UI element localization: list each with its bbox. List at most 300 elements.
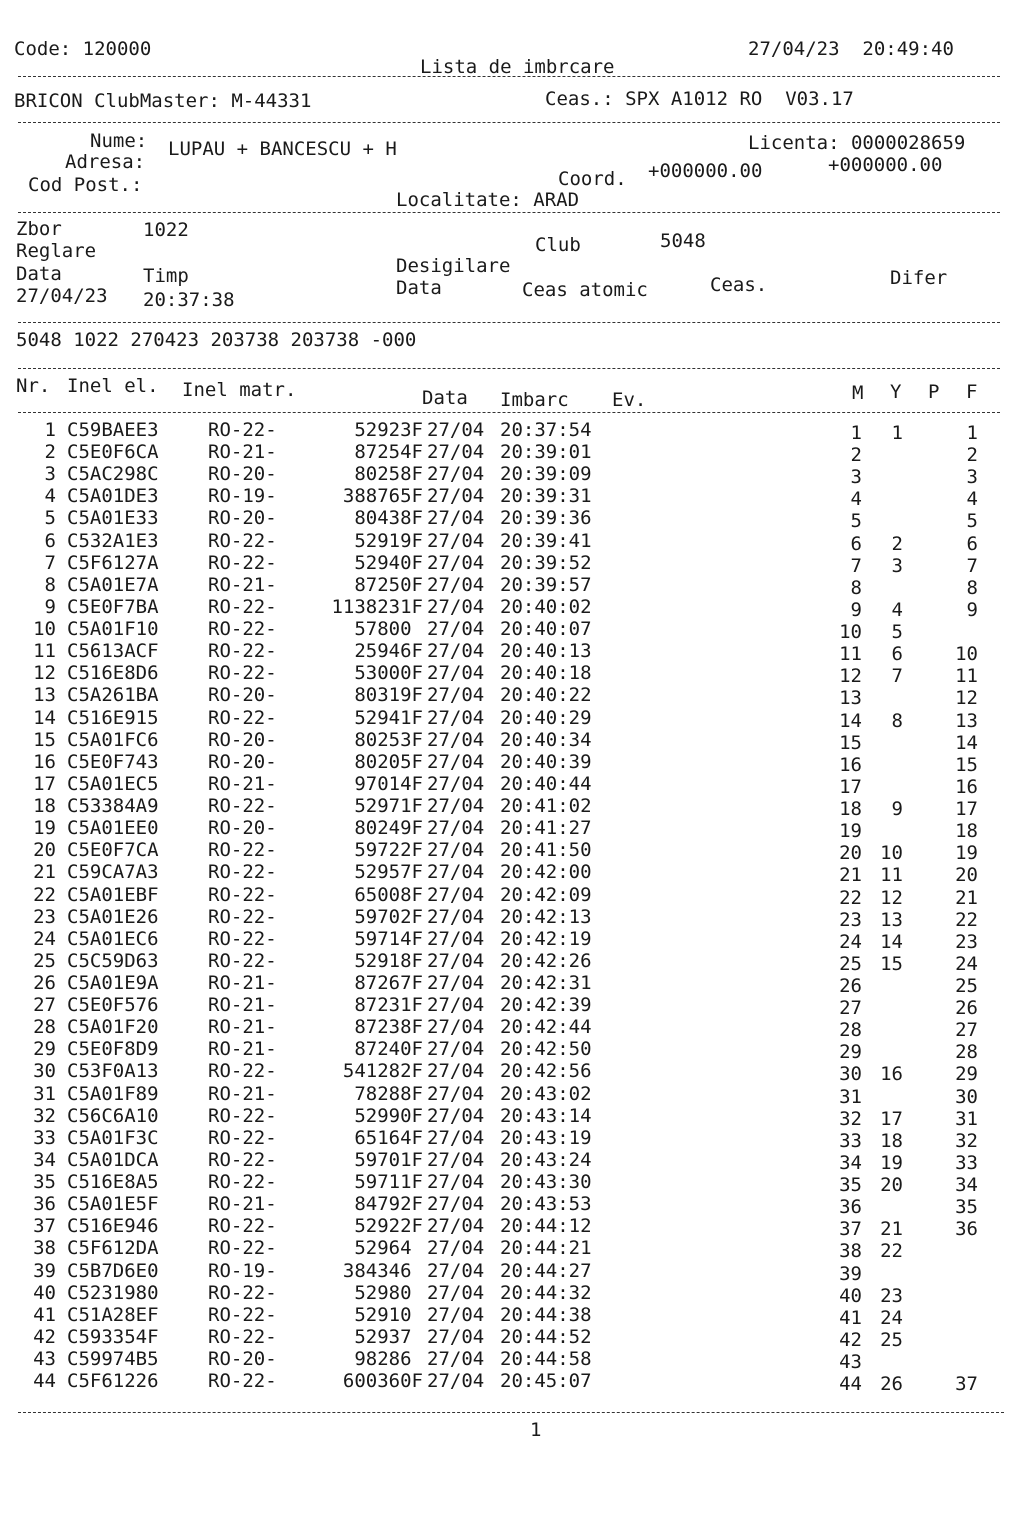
document-title: Lista de imbrcare	[420, 56, 615, 78]
electronic-ring: C5A01E7A	[67, 574, 159, 596]
ring-prefix: RO-20-	[208, 684, 277, 706]
col-m-value: 29	[839, 1041, 862, 1063]
basketing-time: 20:39:36	[500, 507, 592, 529]
ring-prefix: RO-22-	[208, 1060, 277, 1082]
ring-prefix: RO-22-	[208, 795, 277, 817]
ring-number: 52941F	[354, 707, 423, 729]
ring-prefix: RO-19-	[208, 485, 277, 507]
row-number: 18	[33, 795, 56, 817]
ring-prefix: RO-21-	[208, 1083, 277, 1105]
col-y-value: 26	[880, 1373, 903, 1395]
row-number: 17	[33, 773, 56, 795]
basketing-time: 20:40:44	[500, 773, 592, 795]
arrival-date: 27/04	[427, 596, 485, 618]
row-number: 35	[33, 1171, 56, 1193]
col-y-value: 14	[880, 931, 903, 953]
table-row	[0, 421, 1024, 443]
ring-number: 384346	[342, 1260, 423, 1282]
table-row	[0, 1129, 1024, 1151]
ring-number: 80258F	[354, 463, 423, 485]
row-number: 21	[33, 861, 56, 883]
difference-label: Difer	[890, 267, 948, 289]
unseal-date-label: Data	[396, 277, 442, 299]
col-y-value: 1	[891, 422, 903, 444]
basketing-time: 20:41:50	[500, 839, 592, 861]
col-f-value: 27	[955, 1019, 978, 1041]
ring-prefix: RO-21-	[208, 1038, 277, 1060]
electronic-ring: C5A01EC5	[67, 773, 159, 795]
col-y-value: 6	[891, 643, 903, 665]
basketing-time: 20:42:56	[500, 1060, 592, 1082]
ring-prefix: RO-22-	[208, 419, 277, 441]
ring-prefix: RO-22-	[208, 1105, 277, 1127]
ring-prefix: RO-22-	[208, 950, 277, 972]
table-row	[0, 598, 1024, 620]
col-m-value: 12	[839, 665, 862, 687]
col-m-value: 25	[839, 953, 862, 975]
ring-number: 52922F	[354, 1215, 423, 1237]
ring-number: 65008F	[354, 884, 423, 906]
basketing-time: 20:39:31	[500, 485, 592, 507]
ring-prefix: RO-20-	[208, 817, 277, 839]
arrival-date: 27/04	[427, 1193, 485, 1215]
col-m-value: 35	[839, 1174, 862, 1196]
ring-number: 52990F	[354, 1105, 423, 1127]
basketing-time: 20:44:21	[500, 1237, 592, 1259]
electronic-ring: C59CA7A3	[67, 861, 159, 883]
ring-number: 78288F	[354, 1083, 423, 1105]
ring-prefix: RO-22-	[208, 596, 277, 618]
divider	[18, 322, 1000, 323]
row-number: 41	[33, 1304, 56, 1326]
col-f-value: 1	[966, 422, 978, 444]
col-nr: Nr.	[16, 375, 51, 397]
table-row	[0, 863, 1024, 885]
ring-prefix: RO-22-	[208, 1149, 277, 1171]
ring-number: 65164F	[354, 1127, 423, 1149]
col-m-value: 6	[850, 533, 862, 555]
basketing-time: 20:39:09	[500, 463, 592, 485]
electronic-ring: C5E0F743	[67, 751, 159, 773]
date-label: Data	[16, 263, 62, 285]
ring-number: 80205F	[354, 751, 423, 773]
arrival-date: 27/04	[427, 574, 485, 596]
ring-prefix: RO-21-	[208, 994, 277, 1016]
ring-prefix: RO-22-	[208, 1326, 277, 1348]
basketing-time: 20:42:13	[500, 906, 592, 928]
col-f-value: 13	[955, 710, 978, 732]
row-number: 11	[33, 640, 56, 662]
col-m-value: 30	[839, 1063, 862, 1085]
table-row	[0, 1173, 1024, 1195]
row-number: 28	[33, 1016, 56, 1038]
row-number: 30	[33, 1060, 56, 1082]
col-f-value: 4	[966, 488, 978, 510]
col-f-value: 23	[955, 931, 978, 953]
electronic-ring: C5A01E5F	[67, 1193, 159, 1215]
electronic-ring: C5A01F10	[67, 618, 159, 640]
table-row	[0, 1306, 1024, 1328]
electronic-ring: C5A01F3C	[67, 1127, 159, 1149]
basketing-time: 20:42:19	[500, 928, 592, 950]
basketing-time: 20:37:54	[500, 419, 592, 441]
row-number: 13	[33, 684, 56, 706]
basketing-time: 20:44:58	[500, 1348, 592, 1370]
col-f-value: 11	[955, 665, 978, 687]
basketing-time: 20:42:26	[500, 950, 592, 972]
table-row	[0, 509, 1024, 531]
arrival-date: 27/04	[427, 751, 485, 773]
basketing-time: 20:42:31	[500, 972, 592, 994]
col-f-value: 25	[955, 975, 978, 997]
arrival-date: 27/04	[427, 1326, 485, 1348]
ring-prefix: RO-20-	[208, 751, 277, 773]
col-y: Y	[890, 381, 902, 403]
ring-prefix: RO-21-	[208, 773, 277, 795]
arrival-date: 27/04	[427, 1260, 485, 1282]
electronic-ring: C5A01EC6	[67, 928, 159, 950]
arrival-date: 27/04	[427, 463, 485, 485]
table-row	[0, 797, 1024, 819]
ring-prefix: RO-22-	[208, 1171, 277, 1193]
col-f-value: 21	[955, 887, 978, 909]
col-f-value: 2	[966, 444, 978, 466]
table-row	[0, 465, 1024, 487]
row-number: 1	[44, 419, 56, 441]
col-f-value: 22	[955, 909, 978, 931]
table-row	[0, 1262, 1024, 1284]
electronic-ring: C516E946	[67, 1215, 159, 1237]
ring-prefix: RO-21-	[208, 574, 277, 596]
print-datetime: 27/04/23 20:49:40	[748, 38, 954, 60]
col-y-value: 13	[880, 909, 903, 931]
arrival-date: 27/04	[427, 1105, 485, 1127]
setting-label: Reglare	[16, 240, 97, 262]
electronic-ring: C5F612DA	[67, 1237, 159, 1259]
ring-prefix: RO-22-	[208, 884, 277, 906]
col-m-value: 3	[850, 466, 862, 488]
row-number: 2	[44, 441, 56, 463]
col-m-value: 24	[839, 931, 862, 953]
flight-code-line: 5048 1022 270423 203738 203738 -000	[16, 329, 417, 351]
arrival-date: 27/04	[427, 1282, 485, 1304]
ring-prefix: RO-22-	[208, 861, 277, 883]
col-m-value: 18	[839, 798, 862, 820]
electronic-ring: C5F6127A	[67, 552, 159, 574]
col-m-value: 22	[839, 887, 862, 909]
row-number: 6	[44, 530, 56, 552]
col-m-value: 28	[839, 1019, 862, 1041]
table-row	[0, 1284, 1024, 1306]
col-y-value: 5	[891, 621, 903, 643]
col-y-value: 20	[880, 1174, 903, 1196]
row-number: 27	[33, 994, 56, 1016]
arrival-date: 27/04	[427, 773, 485, 795]
table-row	[0, 532, 1024, 554]
arrival-date: 27/04	[427, 1127, 485, 1149]
club-label: Club	[535, 234, 581, 256]
row-number: 38	[33, 1237, 56, 1259]
table-row	[0, 709, 1024, 731]
col-m-value: 40	[839, 1285, 862, 1307]
table-row	[0, 996, 1024, 1018]
ring-number: 52940F	[354, 552, 423, 574]
clock-info: Ceas.: SPX A1012 RO V03.17	[545, 88, 854, 110]
row-number: 39	[33, 1260, 56, 1282]
arrival-date: 27/04	[427, 1171, 485, 1193]
unsealing-label: Desigilare	[396, 255, 511, 277]
electronic-ring: C5A01F20	[67, 1016, 159, 1038]
ring-number: 52957F	[354, 861, 423, 883]
table-row	[0, 908, 1024, 930]
arrival-date: 27/04	[427, 640, 485, 662]
col-m-value: 4	[850, 488, 862, 510]
table-row	[0, 642, 1024, 664]
ring-number: 87250F	[354, 574, 423, 596]
row-number: 43	[33, 1348, 56, 1370]
row-number: 37	[33, 1215, 56, 1237]
ring-prefix: RO-22-	[208, 1237, 277, 1259]
row-number: 22	[33, 884, 56, 906]
basketing-time: 20:42:44	[500, 1016, 592, 1038]
electronic-ring: C5A01EE0	[67, 817, 159, 839]
electronic-ring: C53384A9	[67, 795, 159, 817]
table-row	[0, 686, 1024, 708]
table-row	[0, 1195, 1024, 1217]
col-m-value: 37	[839, 1218, 862, 1240]
col-m-value: 43	[839, 1351, 862, 1373]
row-number: 16	[33, 751, 56, 773]
clock-label: Ceas.	[710, 274, 768, 296]
electronic-ring: C5231980	[67, 1282, 159, 1304]
atomic-clock-label: Ceas atomic	[522, 279, 648, 301]
ring-prefix: RO-20-	[208, 729, 277, 751]
ring-prefix: RO-22-	[208, 662, 277, 684]
postcode-label: Cod Post.:	[28, 174, 143, 196]
electronic-ring: C5A01E33	[67, 507, 159, 529]
arrival-date: 27/04	[427, 906, 485, 928]
electronic-ring: C5E0F7BA	[67, 596, 159, 618]
basketing-time: 20:40:02	[500, 596, 592, 618]
ring-number: 388765F	[342, 485, 423, 507]
col-f-value: 19	[955, 842, 978, 864]
col-f-value: 14	[955, 732, 978, 754]
table-row	[0, 576, 1024, 598]
basketing-time: 20:43:14	[500, 1105, 592, 1127]
col-m-value: 5	[850, 510, 862, 532]
divider	[18, 1412, 1004, 1413]
ring-number: 52980	[354, 1282, 423, 1304]
basketing-time: 20:44:38	[500, 1304, 592, 1326]
table-row	[0, 753, 1024, 775]
basketing-time: 20:40:34	[500, 729, 592, 751]
ring-prefix: RO-20-	[208, 507, 277, 529]
ring-prefix: RO-21-	[208, 441, 277, 463]
basketing-time: 20:40:07	[500, 618, 592, 640]
col-y-value: 3	[891, 555, 903, 577]
col-m-value: 2	[850, 444, 862, 466]
arrival-date: 27/04	[427, 1304, 485, 1326]
code-label: Code: 120000	[14, 38, 152, 60]
arrival-date: 27/04	[427, 1060, 485, 1082]
row-number: 36	[33, 1193, 56, 1215]
electronic-ring: C516E8D6	[67, 662, 159, 684]
ring-prefix: RO-21-	[208, 1016, 277, 1038]
coord-y: +000000.00	[828, 154, 943, 176]
col-f: F	[966, 381, 978, 403]
software-version: BRICON ClubMaster: M-44331	[14, 90, 312, 112]
ring-prefix: RO-22-	[208, 1370, 277, 1392]
basketing-time: 20:40:29	[500, 707, 592, 729]
col-y-value: 10	[880, 842, 903, 864]
divider	[18, 412, 1000, 413]
col-f-value: 33	[955, 1152, 978, 1174]
col-m-value: 38	[839, 1240, 862, 1262]
table-row	[0, 819, 1024, 841]
col-m-value: 17	[839, 776, 862, 798]
electronic-ring: C5A01EBF	[67, 884, 159, 906]
col-f-value: 28	[955, 1041, 978, 1063]
arrival-date: 27/04	[427, 795, 485, 817]
arrival-date: 27/04	[427, 1083, 485, 1105]
table-row	[0, 487, 1024, 509]
col-f-value: 29	[955, 1063, 978, 1085]
col-m-value: 23	[839, 909, 862, 931]
electronic-ring: C56C6A10	[67, 1105, 159, 1127]
ring-prefix: RO-22-	[208, 1304, 277, 1326]
basketing-time: 20:39:01	[500, 441, 592, 463]
ring-prefix: RO-21-	[208, 972, 277, 994]
col-y-value: 17	[880, 1108, 903, 1130]
electronic-ring: C532A1E3	[67, 530, 159, 552]
basketing-time: 20:40:39	[500, 751, 592, 773]
col-y-value: 2	[891, 533, 903, 555]
arrival-date: 27/04	[427, 419, 485, 441]
ring-prefix: RO-21-	[208, 1193, 277, 1215]
basketing-time: 20:42:50	[500, 1038, 592, 1060]
basketing-time: 20:41:27	[500, 817, 592, 839]
divider	[18, 368, 1000, 369]
col-f-value: 30	[955, 1086, 978, 1108]
ring-prefix: RO-22-	[208, 552, 277, 574]
ring-prefix: RO-19-	[208, 1260, 277, 1282]
col-y-value: 4	[891, 599, 903, 621]
ring-number: 52971F	[354, 795, 423, 817]
row-number: 24	[33, 928, 56, 950]
col-inel-matr: Inel matr.	[182, 379, 297, 401]
col-m-value: 39	[839, 1263, 862, 1285]
col-y-value: 22	[880, 1240, 903, 1262]
electronic-ring: C516E8A5	[67, 1171, 159, 1193]
row-number: 34	[33, 1149, 56, 1171]
ring-number: 52964	[354, 1237, 423, 1259]
col-f-value: 26	[955, 997, 978, 1019]
row-number: 32	[33, 1105, 56, 1127]
page-number: 1	[530, 1419, 542, 1441]
basketing-time: 20:42:39	[500, 994, 592, 1016]
ring-number: 52937	[354, 1326, 423, 1348]
coord-x: +000000.00	[648, 160, 763, 182]
col-m-value: 19	[839, 820, 862, 842]
col-f-value: 12	[955, 687, 978, 709]
electronic-ring: C51A28EF	[67, 1304, 159, 1326]
ring-number: 1138231F	[331, 596, 423, 618]
flight-label: Zbor	[16, 218, 62, 240]
col-f-value: 36	[955, 1218, 978, 1240]
col-p: P	[928, 381, 940, 403]
arrival-date: 27/04	[427, 1038, 485, 1060]
row-number: 40	[33, 1282, 56, 1304]
arrival-date: 27/04	[427, 994, 485, 1016]
table-row	[0, 731, 1024, 753]
ring-number: 87238F	[354, 1016, 423, 1038]
row-number: 5	[44, 507, 56, 529]
electronic-ring: C59BAEE3	[67, 419, 159, 441]
col-y-value: 16	[880, 1063, 903, 1085]
col-m: M	[852, 382, 864, 404]
setting-time: 20:37:38	[143, 289, 235, 311]
table-row	[0, 554, 1024, 576]
ring-number: 80438F	[354, 507, 423, 529]
ring-prefix: RO-22-	[208, 530, 277, 552]
table-row	[0, 664, 1024, 686]
row-number: 33	[33, 1127, 56, 1149]
electronic-ring: C5A01E9A	[67, 972, 159, 994]
col-y-value: 15	[880, 953, 903, 975]
arrival-date: 27/04	[427, 618, 485, 640]
basketing-time: 20:42:09	[500, 884, 592, 906]
arrival-date: 27/04	[427, 507, 485, 529]
basketing-time: 20:39:52	[500, 552, 592, 574]
electronic-ring: C5A01DCA	[67, 1149, 159, 1171]
col-m-value: 7	[850, 555, 862, 577]
arrival-date: 27/04	[427, 884, 485, 906]
arrival-date: 27/04	[427, 485, 485, 507]
table-row	[0, 1062, 1024, 1084]
table-row	[0, 886, 1024, 908]
electronic-ring: C5B7D6E0	[67, 1260, 159, 1282]
flight-number: 1022	[143, 219, 189, 241]
col-f-value: 8	[966, 577, 978, 599]
ring-prefix: RO-22-	[208, 1127, 277, 1149]
col-m-value: 10	[839, 621, 862, 643]
col-f-value: 37	[955, 1373, 978, 1395]
col-y-value: 24	[880, 1307, 903, 1329]
col-f-value: 17	[955, 798, 978, 820]
row-number: 7	[44, 552, 56, 574]
basketing-time: 20:43:19	[500, 1127, 592, 1149]
row-number: 8	[44, 574, 56, 596]
col-y-value: 8	[891, 710, 903, 732]
ring-prefix: RO-22-	[208, 906, 277, 928]
row-number: 31	[33, 1083, 56, 1105]
basketing-time: 20:43:53	[500, 1193, 592, 1215]
arrival-date: 27/04	[427, 839, 485, 861]
arrival-date: 27/04	[427, 1215, 485, 1237]
col-m-value: 36	[839, 1196, 862, 1218]
electronic-ring: C5E0F576	[67, 994, 159, 1016]
basketing-time: 20:45:07	[500, 1370, 592, 1392]
basketing-time: 20:43:02	[500, 1083, 592, 1105]
col-f-value: 5	[966, 510, 978, 532]
col-y-value: 9	[891, 798, 903, 820]
col-m-value: 16	[839, 754, 862, 776]
electronic-ring: C5A01DE3	[67, 485, 159, 507]
ring-prefix: RO-22-	[208, 640, 277, 662]
basketing-time: 20:43:24	[500, 1149, 592, 1171]
arrival-date: 27/04	[427, 1237, 485, 1259]
arrival-date: 27/04	[427, 928, 485, 950]
